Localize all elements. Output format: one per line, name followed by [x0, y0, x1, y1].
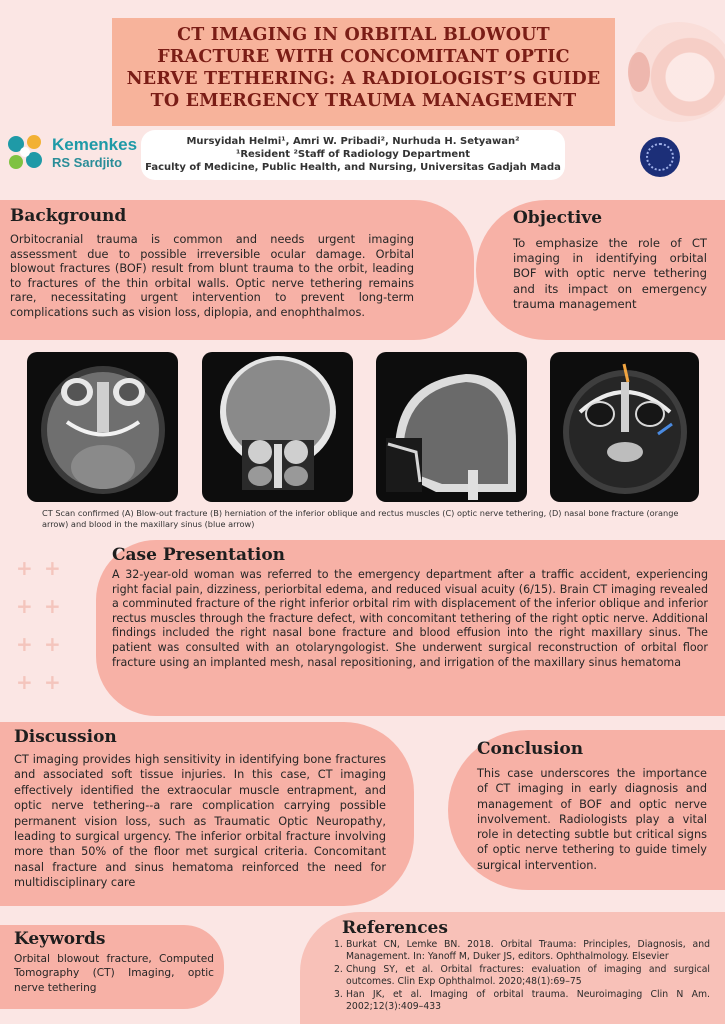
plus-decoration-icon: + [16, 670, 33, 694]
reference-item [334, 939, 710, 963]
conclusion-heading: Conclusion [477, 739, 584, 759]
reference-item [334, 989, 710, 1013]
author-affiliation: Faculty of Medicine, Public Health, and Nursing, Universitas Gadjah Mada [145, 162, 561, 173]
reference-text: Chung SY, et al. Orbital fractures: evaluation of imaging and surgical outcomes. Clin Exp Ophthalmol. 2020;48(1):69–75 [346, 964, 710, 987]
author-names: Mursyidah Helmi¹, Amri W. Pribadi², Nurhuda H. Setyawan² [186, 136, 520, 147]
reference-number: 1. [334, 939, 343, 950]
keywords-heading: Keywords [14, 929, 106, 949]
reference-text: Burkat CN, Lemke BN. 2018. Orbital Trauma: Principles, Diagnosis, and Management. In: Yanoff M, Duker JS, editors. Ophthalmology. Elsevier [346, 939, 710, 962]
ct-image-d [550, 352, 699, 502]
reference-number: 3. [334, 989, 343, 1000]
plus-decoration-icon: + [44, 556, 61, 580]
case-text: A 32-year-old woman was referred to the emergency department after a traffic accident, experiencing right facial pain, dizziness, periorbital edema, and reduced visual acuity (6/15). Brain CT imaging revealed a comminuted fracture of the right inferior orbital rim with displacement of the inferior oblique and inferior rectus muscles through the fracture defect, with concomitant tethering of the right optic nerve. Additional findings included the right nasal bone fracture and blood effusion into the right maxillary sinus. The patient was consulted with an otolaryngologist. She underwent surgical reconstruction of orbital floor fracture using an implanted mesh, nasal repositioning, and irrigation of the maxillary sinus hematoma [112, 568, 708, 669]
ct-axial-nasal-icon [550, 352, 699, 502]
poster-title: CT IMAGING IN ORBITAL BLOWOUT FRACTURE WITH CONCOMITANT OPTIC NERVE TETHERING: A RADIOLOGIST’S GUIDE TO EMERGENCY TRAUMA MANAGEMENT [112, 18, 615, 126]
ct-axial-orbit-icon [27, 352, 178, 502]
reference-item [334, 964, 710, 988]
logo-hospital: RS Sardjito [52, 155, 123, 170]
ct-image-b [202, 352, 353, 502]
eye-pupil-illustration [628, 52, 650, 92]
university-seal-ring [646, 143, 674, 171]
ct-image-a [27, 352, 178, 502]
background-heading: Background [10, 206, 127, 226]
reference-number: 2. [334, 964, 343, 975]
objective-text: To emphasize the role of CT imaging in identifying orbital BOF with optic nerve tethering and its impact on emergency trauma management [513, 236, 707, 311]
kemenkes-logo-icon [4, 132, 48, 172]
discussion-heading: Discussion [14, 727, 117, 747]
ct-coronal-icon [202, 352, 353, 502]
plus-decoration-icon: + [44, 594, 61, 618]
figure-caption: CT Scan confirmed (A) Blow-out fracture (B) herniation of the inferior oblique and rectus muscles (C) optic nerve tethering, (D) nasal bone fracture (orange arrow) and blood in the maxillary sinus (blue arrow) [42, 508, 679, 529]
plus-decoration-icon: + [16, 556, 33, 580]
plus-decoration-icon: + [16, 594, 33, 618]
logo-name: Kemenkes [52, 135, 138, 154]
references-list [334, 939, 710, 1014]
author-roles: ¹Resident ²Staff of Radiology Department [235, 149, 471, 160]
conclusion-text: This case underscores the importance of CT imaging in early diagnosis and management of BOF and optic nerve involvement. Radiologists play a vital role in detecting subtle but critical signs of optic nerve tethering to guide timely surgical intervention. [477, 767, 707, 872]
background-text: Orbitocranial trauma is common and needs urgent imaging assessment due to possible irreversible ocular damage. Orbital blowout fractures (BOF) result from blunt trauma to the orbit, leading to fractures of the thin orbital walls. Optic nerve tethering remains rare, necessitating urgent intervention to prevent long-term complications such as vision loss, diplopia, and enophthalmos. [10, 233, 414, 319]
reference-text: Han JK, et al. Imaging of orbital trauma. Neuroimaging Clin N Am. 2002;12(3):409–433 [346, 989, 710, 1012]
plus-decoration-icon: + [16, 632, 33, 656]
authors-box [141, 130, 565, 180]
objective-heading: Objective [513, 208, 603, 228]
ct-sagittal-icon [376, 352, 527, 502]
plus-decoration-icon: + [44, 670, 61, 694]
keywords-text: Orbital blowout fracture, Computed Tomography (CT) Imaging, optic nerve tethering [14, 953, 214, 994]
discussion-text: CT imaging provides high sensitivity in identifying bone fractures and associated soft tissue injuries. In this case, CT imaging effectively identified the extraocular muscle entrapment, and optic nerve tethering--a rare complication carrying possible permanent vision loss, such as Traumatic Optic Neuropathy, leading to surgical urgency. The inferior orbital fracture involving more than 50% of the floor met surgical criteria. Concomitant nasal fracture and sinus hematoma reinforced the need for multidisciplinary care [14, 753, 386, 890]
references-heading: References [342, 918, 448, 938]
case-heading: Case Presentation [112, 545, 286, 565]
plus-decoration-icon: + [44, 632, 61, 656]
ct-image-c [376, 352, 527, 502]
